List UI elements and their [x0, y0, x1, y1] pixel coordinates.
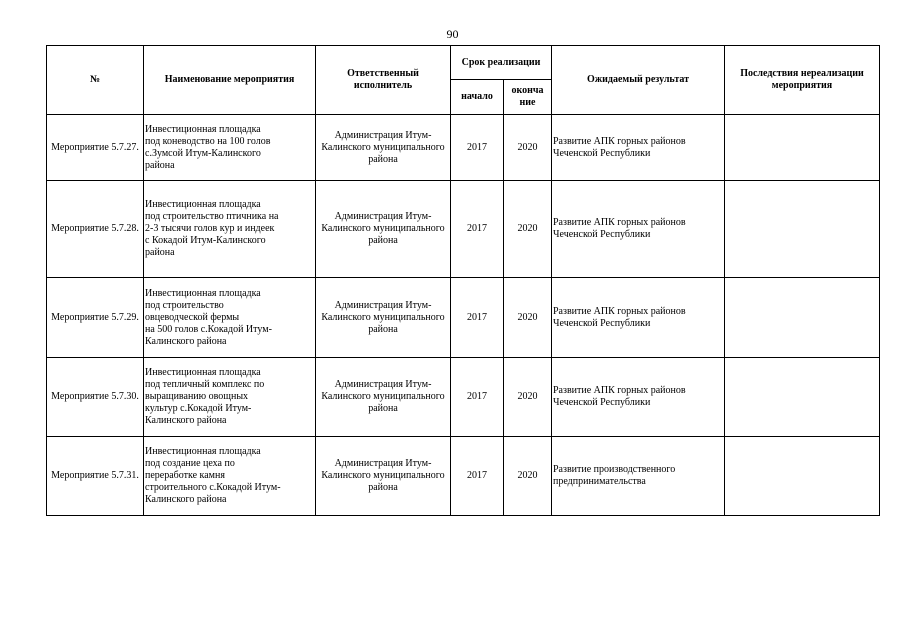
table-row — [47, 278, 880, 358]
row-name: Инвестиционная площадка под строительство овцеводческой фермы на 500 голов с.Кокадой Итум- Калинского района — [144, 278, 316, 358]
row-executor: Администрация Итум-Калинского муниципального района — [316, 278, 451, 358]
measures-table — [46, 45, 880, 516]
row-num: Мероприятие 5.7.31. — [47, 437, 144, 516]
page-number: 90 — [446, 27, 459, 41]
row-end: 2020 — [504, 358, 552, 437]
header-period: Срок реализации — [451, 46, 552, 80]
row-result: Развитие АПК горных районов Чеченской Республики — [552, 181, 725, 278]
header-consequences: Последствия нереализации мероприятия — [725, 46, 880, 115]
row-end: 2020 — [504, 115, 552, 181]
row-num: Мероприятие 5.7.30. — [47, 358, 144, 437]
row-executor: Администрация Итум-Калинского муниципального района — [316, 181, 451, 278]
row-start: 2017 — [451, 437, 504, 516]
row-name: Инвестиционная площадка под строительство птичника на 2-3 тысячи голов кур и индеек с Кокадой Итум-Калинского района — [144, 181, 316, 278]
row-executor: Администрация Итум-Калинского муниципального района — [316, 115, 451, 181]
row-end: 2020 — [504, 437, 552, 516]
row-result: Развитие АПК горных районов Чеченской Республики — [552, 115, 725, 181]
row-consequences — [725, 278, 880, 358]
table-row — [47, 115, 880, 181]
row-executor: Администрация Итум-Калинского муниципального района — [316, 358, 451, 437]
header-executor: Ответственный исполнитель — [316, 46, 451, 115]
row-num: Мероприятие 5.7.29. — [47, 278, 144, 358]
table-row — [47, 181, 880, 278]
row-end: 2020 — [504, 278, 552, 358]
row-result: Развитие АПК горных районов Чеченской Республики — [552, 358, 725, 437]
row-consequences — [725, 358, 880, 437]
header-end: оконча ние — [504, 80, 552, 115]
row-end: 2020 — [504, 181, 552, 278]
row-start: 2017 — [451, 278, 504, 358]
header-start: начало — [451, 80, 504, 115]
row-consequences — [725, 181, 880, 278]
row-executor: Администрация Итум-Калинского муниципального района — [316, 437, 451, 516]
table-row — [47, 437, 880, 516]
header-num: № — [47, 46, 144, 115]
row-result: Развитие производственного предпринимательства — [552, 437, 725, 516]
row-start: 2017 — [451, 115, 504, 181]
header-result: Ожидаемый результат — [552, 46, 725, 115]
row-name: Инвестиционная площадка под тепличный комплекс по выращиванию овощных культур с.Кокадой Итум- Калинского района — [144, 358, 316, 437]
header-name: Наименование мероприятия — [144, 46, 316, 115]
row-num: Мероприятие 5.7.27. — [47, 115, 144, 181]
row-num: Мероприятие 5.7.28. — [47, 181, 144, 278]
row-name: Инвестиционная площадка под коневодство на 100 голов с.Зумсой Итум-Калинского района — [144, 115, 316, 181]
row-name: Инвестиционная площадка под создание цеха по переработке камня строительного с.Кокадой Итум- Калинского района — [144, 437, 316, 516]
row-start: 2017 — [451, 181, 504, 278]
row-start: 2017 — [451, 358, 504, 437]
row-consequences — [725, 115, 880, 181]
row-consequences — [725, 437, 880, 516]
table-row — [47, 358, 880, 437]
row-result: Развитие АПК горных районов Чеченской Республики — [552, 278, 725, 358]
